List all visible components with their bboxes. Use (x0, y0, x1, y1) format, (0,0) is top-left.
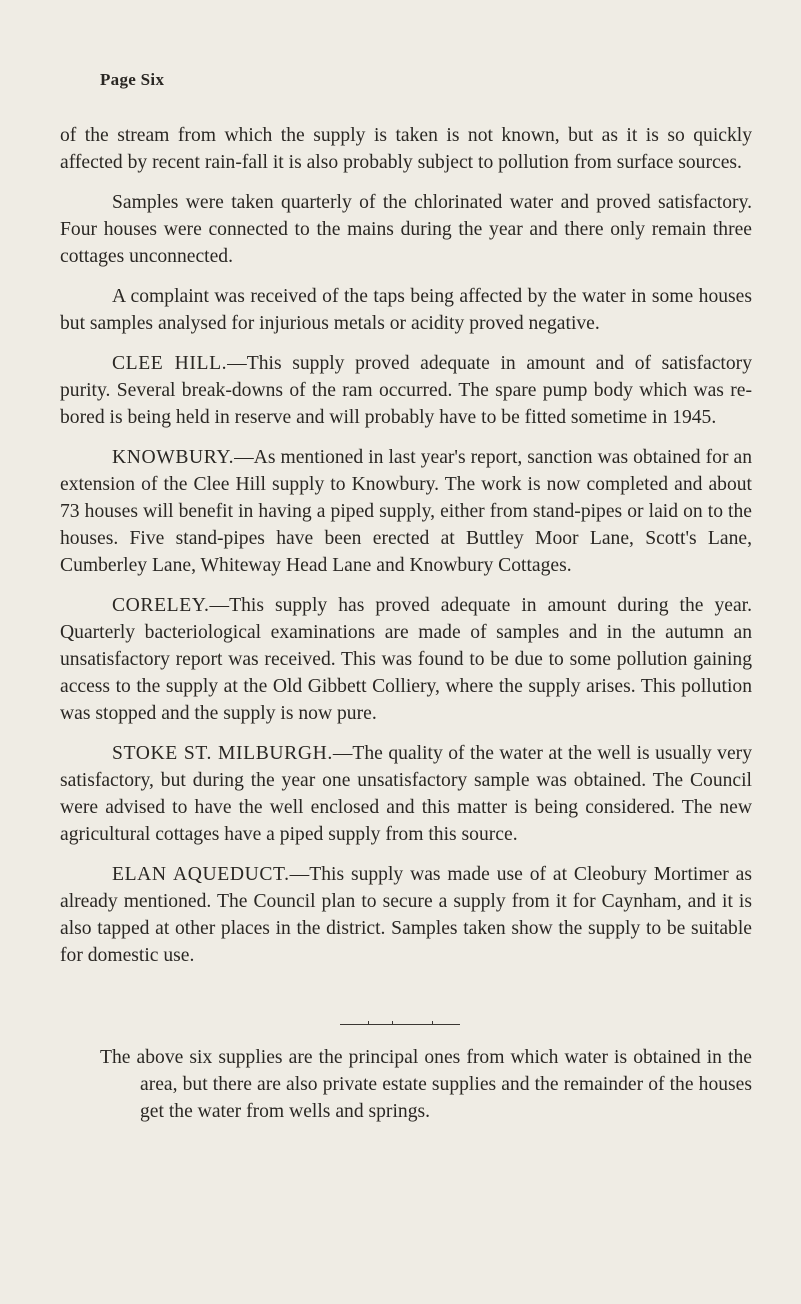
section-heading-knowbury: KNOWBURY. (112, 447, 235, 468)
section-heading-clee-hill: CLEE HILL. (112, 353, 228, 374)
paragraph-coreley (60, 592, 752, 727)
paragraph-closing: The above six supplies are the principal ones from which water is obtained in the area, but there are also private estate supplies and the remainder of the houses get the water from wells and springs. (100, 1047, 752, 1122)
section-heading-coreley: CORELEY. (112, 595, 210, 616)
section-heading-elan-aqueduct: ELAN AQUEDUCT. (112, 864, 290, 885)
section-heading-stoke-st-milburgh: STOKE ST. MILBURGH. (112, 743, 333, 764)
paragraph-stream: of the stream from which the supply is taken is not known, but as it is so quickly affected by recent rain-fall it is also probably subject to pollution from surface sources. (60, 125, 752, 173)
paragraph-clee-hill (60, 350, 752, 431)
section-text-stoke-st-milburgh: —The quality of the water at the well is usually very satisfactory, but during the year one unsatisfactory sample was obtained. The Council were advised to have the well enclosed and this matter is being considered. The new agricultural cottages have a piped supply from this source. (60, 743, 752, 845)
section-text-clee-hill: —This supply proved adequate in amount and of satisfactory purity. Several break-downs of the ram occurred. The spare pump body which was re-bored is being held in reserve and will probably have to be fitted sometime in 1945. (60, 353, 752, 428)
paragraph-complaint: A complaint was received of the taps being affected by the water in some houses but samples analysed for injurious metals or acidity proved negative. (60, 286, 752, 334)
section-text-elan-aqueduct: —This supply was made use of at Cleobury Mortimer as already mentioned. The Council plan to secure a supply from it for Caynham, and it is also tapped at other places in the district. Samples taken show the supply to be suitable for domestic use. (60, 864, 753, 966)
document-body (60, 122, 752, 982)
paragraph-knowbury (60, 444, 752, 579)
section-text-coreley: —This supply has proved adequate in amount during the year. Quarterly bacteriological examinations are made of samples and in the autumn an unsatisfactory report was received. This was found to be due to some pollution gaining access to the supply at the Old Gibbett Colliery, where the supply arises. This pollution was stopped and the supply is now pure. (60, 595, 752, 724)
paragraph-elan-aqueduct (60, 861, 752, 969)
paragraph-samples: Samples were taken quarterly of the chlorinated water and proved satisfactory. Four houses were connected to the mains during the year and there only remain three cottages unconnected. (60, 192, 752, 267)
page-label: Page Six (100, 70, 165, 89)
section-divider (340, 1024, 460, 1025)
section-text-knowbury: —As mentioned in last year's report, sanction was obtained for an extension of the Clee Hill supply to Knowbury. The work is now completed and about 73 houses will benefit in having a piped supply, either from stand-pipes or laid on to the houses. Five stand-pipes have been erected at Buttley Moor Lane, Scott's Lane, Cumberley Lane, Whiteway Head Lane and Knowbury Cottages. (60, 447, 752, 576)
paragraph-stoke-st-milburgh (60, 740, 752, 848)
